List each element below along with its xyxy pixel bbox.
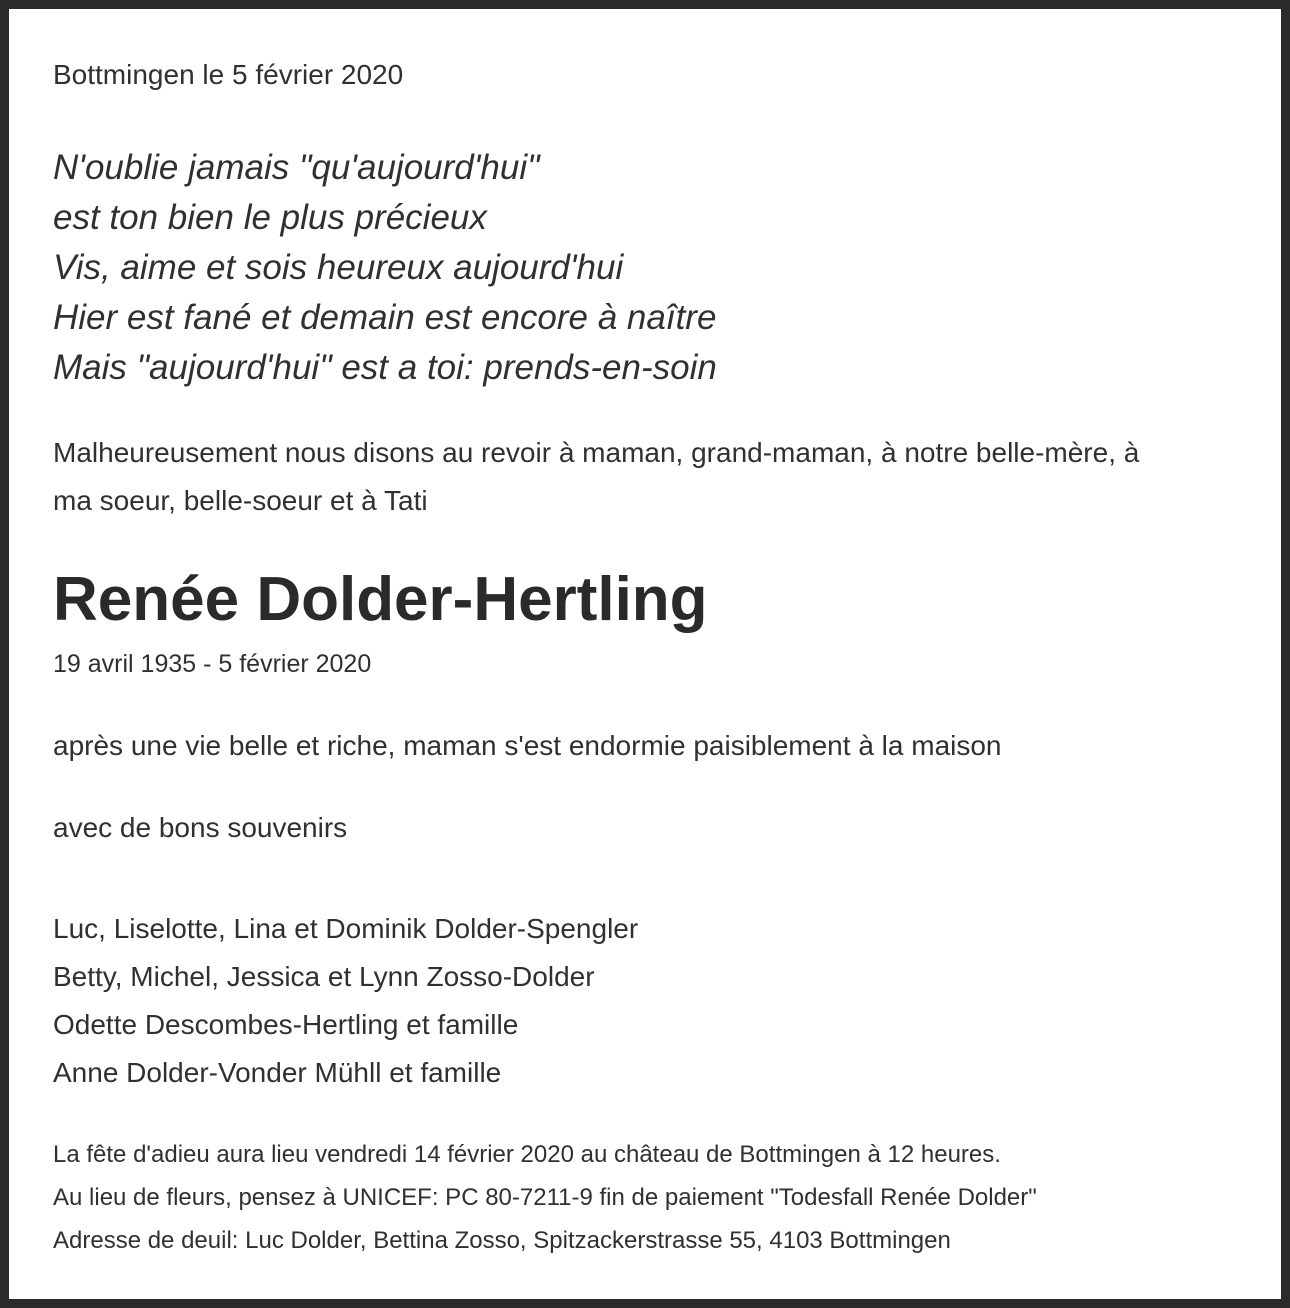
intro-text: Malheureusement nous disons au revoir à maman, grand-maman, à notre belle-mère, à ma soeur, belle-soeur et à Tati — [53, 437, 1140, 516]
poem-line: Hier est fané et demain est encore à naître — [53, 298, 717, 337]
ceremony-notes — [53, 1133, 1037, 1262]
mourners-list — [53, 905, 638, 1097]
deceased-name: Renée Dolder-Hertling — [53, 565, 708, 634]
mourner-entry: Anne Dolder-Vonder Mühll et famille — [53, 1057, 502, 1088]
note-line: La fête d'adieu aura lieu vendredi 14 février 2020 au château de Bottmingen à 12 heures. — [53, 1141, 1001, 1168]
poem-line: Vis, aime et sois heureux aujourd'hui — [53, 248, 624, 287]
mourner-entry: Luc, Liselotte, Lina et Dominik Dolder-Spengler — [53, 913, 639, 944]
note-line: Au lieu de fleurs, pensez à UNICEF: PC 80-7211-9 fin de paiement "Todesfall Renée Dolder" — [53, 1184, 1037, 1211]
poem-line: N'oublie jamais "qu'aujourd'hui" — [53, 148, 540, 187]
memories-text: avec de bons souvenirs — [53, 812, 348, 843]
mourner-entry: Betty, Michel, Jessica et Lynn Zosso-Dolder — [53, 961, 595, 992]
note-line: Adresse de deuil: Luc Dolder, Bettina Zosso, Spitzackerstrasse 55, 4103 Bottmingen — [53, 1227, 951, 1254]
mourner-entry: Odette Descombes-Hertling et famille — [53, 1009, 519, 1040]
life-text: après une vie belle et riche, maman s'est endormie paisiblement à la maison — [53, 730, 1002, 761]
life-dates: 19 avril 1935 - 5 février 2020 — [53, 650, 372, 678]
poem — [53, 143, 717, 393]
poem-line: est ton bien le plus précieux — [53, 198, 487, 237]
place-date: Bottmingen le 5 février 2020 — [53, 59, 404, 90]
obituary-card — [9, 9, 1281, 1299]
poem-line: Mais "aujourd'hui" est a toi: prends-en-soin — [53, 348, 717, 387]
